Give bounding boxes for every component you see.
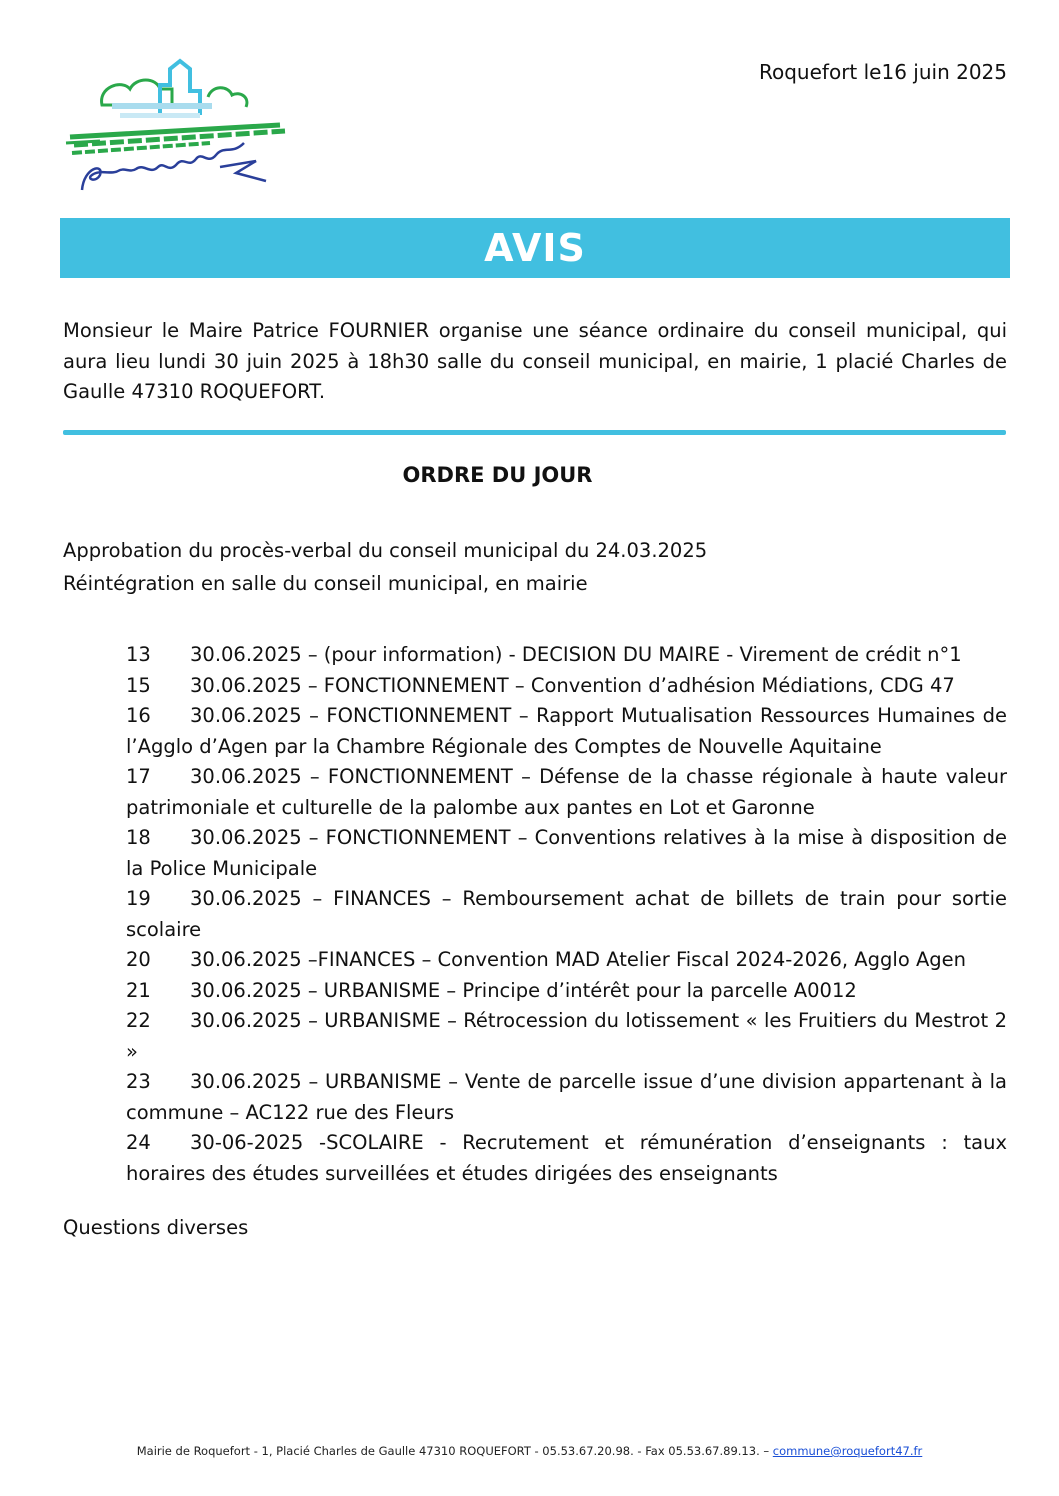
footer-address: Mairie de Roquefort - 1, Placié Charles de Gaulle 47310 ROQUEFORT - 05.53.67.20.98. - Fax 05.53.67.89.13. – xyxy=(136,1444,773,1458)
agenda-item xyxy=(126,701,1007,762)
agenda-item xyxy=(126,671,1007,702)
item-text: 30.06.2025 – (pour information) - DECISION DU MAIRE - Virement de crédit n°1 xyxy=(190,643,962,666)
agenda-item xyxy=(126,884,1007,945)
pre-item: Réintégration en salle du conseil municipal, en mairie xyxy=(63,572,588,595)
item-number: 18 xyxy=(126,826,151,849)
agenda-item xyxy=(126,1067,1007,1128)
item-number: 15 xyxy=(126,673,151,697)
agenda-title: ORDRE DU JOUR xyxy=(402,463,593,487)
intro-paragraph: Monsieur le Maire Patrice FOURNIER organise une séance ordinaire du conseil municipal, qui aura lieu lundi 30 juin 2025 à 18h30 salle du conseil municipal, en mairie, 1 placié Charles de Gaulle 47310 ROQUEFORT. xyxy=(63,319,1007,403)
item-number: 22 xyxy=(126,1009,151,1032)
item-number: 17 xyxy=(126,765,151,788)
item-text: 30.06.2025 – FONCTIONNEMENT – Défense de la chasse régionale à haute valeur patrimoniale et culturelle de la palombe aux pantes en Lot et Garonne xyxy=(126,765,1007,819)
item-number: 23 xyxy=(126,1070,151,1093)
item-text: 30.06.2025 – FONCTIONNEMENT – Rapport Mutualisation Ressources Humaines de l’Agglo d’Agen par la Chambre Régionale des Comptes de Nouvelle Aquitaine xyxy=(126,704,1007,758)
agenda-item xyxy=(126,1006,1007,1067)
item-number: 19 xyxy=(126,887,151,910)
agenda-item xyxy=(126,762,1007,823)
questions-diverses: Questions diverses xyxy=(63,1216,249,1239)
item-number: 20 xyxy=(126,948,151,971)
agenda-item xyxy=(126,976,1007,1007)
item-text: 30.06.2025 – FONCTIONNEMENT – Convention d’adhésion Médiations, CDG 47 xyxy=(190,673,955,697)
agenda-preliminary xyxy=(63,534,1003,600)
agenda-item xyxy=(126,823,1007,884)
item-number: 13 xyxy=(126,643,151,666)
section-divider xyxy=(63,430,1006,435)
roquefort-logo xyxy=(60,55,295,200)
item-text: 30.06.2025 –FINANCES – Convention MAD Atelier Fiscal 2024-2026, Agglo Agen xyxy=(190,948,967,971)
item-text: 30.06.2025 – URBANISME – Vente de parcelle issue d’une division appartenant à la commune – AC122 rue des Fleurs xyxy=(126,1070,1007,1124)
footer-email-link[interactable]: commune@roquefort47.fr xyxy=(772,1444,923,1458)
item-number: 16 xyxy=(126,704,151,727)
letter-date: Roquefort le16 juin 2025 xyxy=(759,60,1007,84)
item-number: 21 xyxy=(126,978,151,1002)
page-footer xyxy=(0,1444,1059,1458)
agenda-item xyxy=(126,945,1007,976)
agenda-item xyxy=(126,1128,1007,1189)
item-number: 24 xyxy=(126,1131,151,1154)
avis-banner: AVIS xyxy=(60,218,1010,278)
agenda-item xyxy=(126,640,1007,671)
agenda-items xyxy=(126,640,1007,1189)
item-text: 30-06-2025 -SCOLAIRE - Recrutement et rémunération d’enseignants : taux horaires des études surveillées et études dirigées des enseignants xyxy=(126,1131,1007,1185)
item-text: 30.06.2025 – URBANISME – Rétrocession du lotissement « les Fruitiers du Mestrot 2 » xyxy=(126,1009,1007,1063)
item-text: 30.06.2025 – FONCTIONNEMENT – Conventions relatives à la mise à disposition de la Police Municipale xyxy=(126,826,1007,880)
item-text: 30.06.2025 – FINANCES – Remboursement achat de billets de train pour sortie scolaire xyxy=(126,887,1007,941)
item-text: 30.06.2025 – URBANISME – Principe d’intérêt pour la parcelle A0012 xyxy=(190,978,857,1002)
pre-item: Approbation du procès-verbal du conseil municipal du 24.03.2025 xyxy=(63,539,708,562)
